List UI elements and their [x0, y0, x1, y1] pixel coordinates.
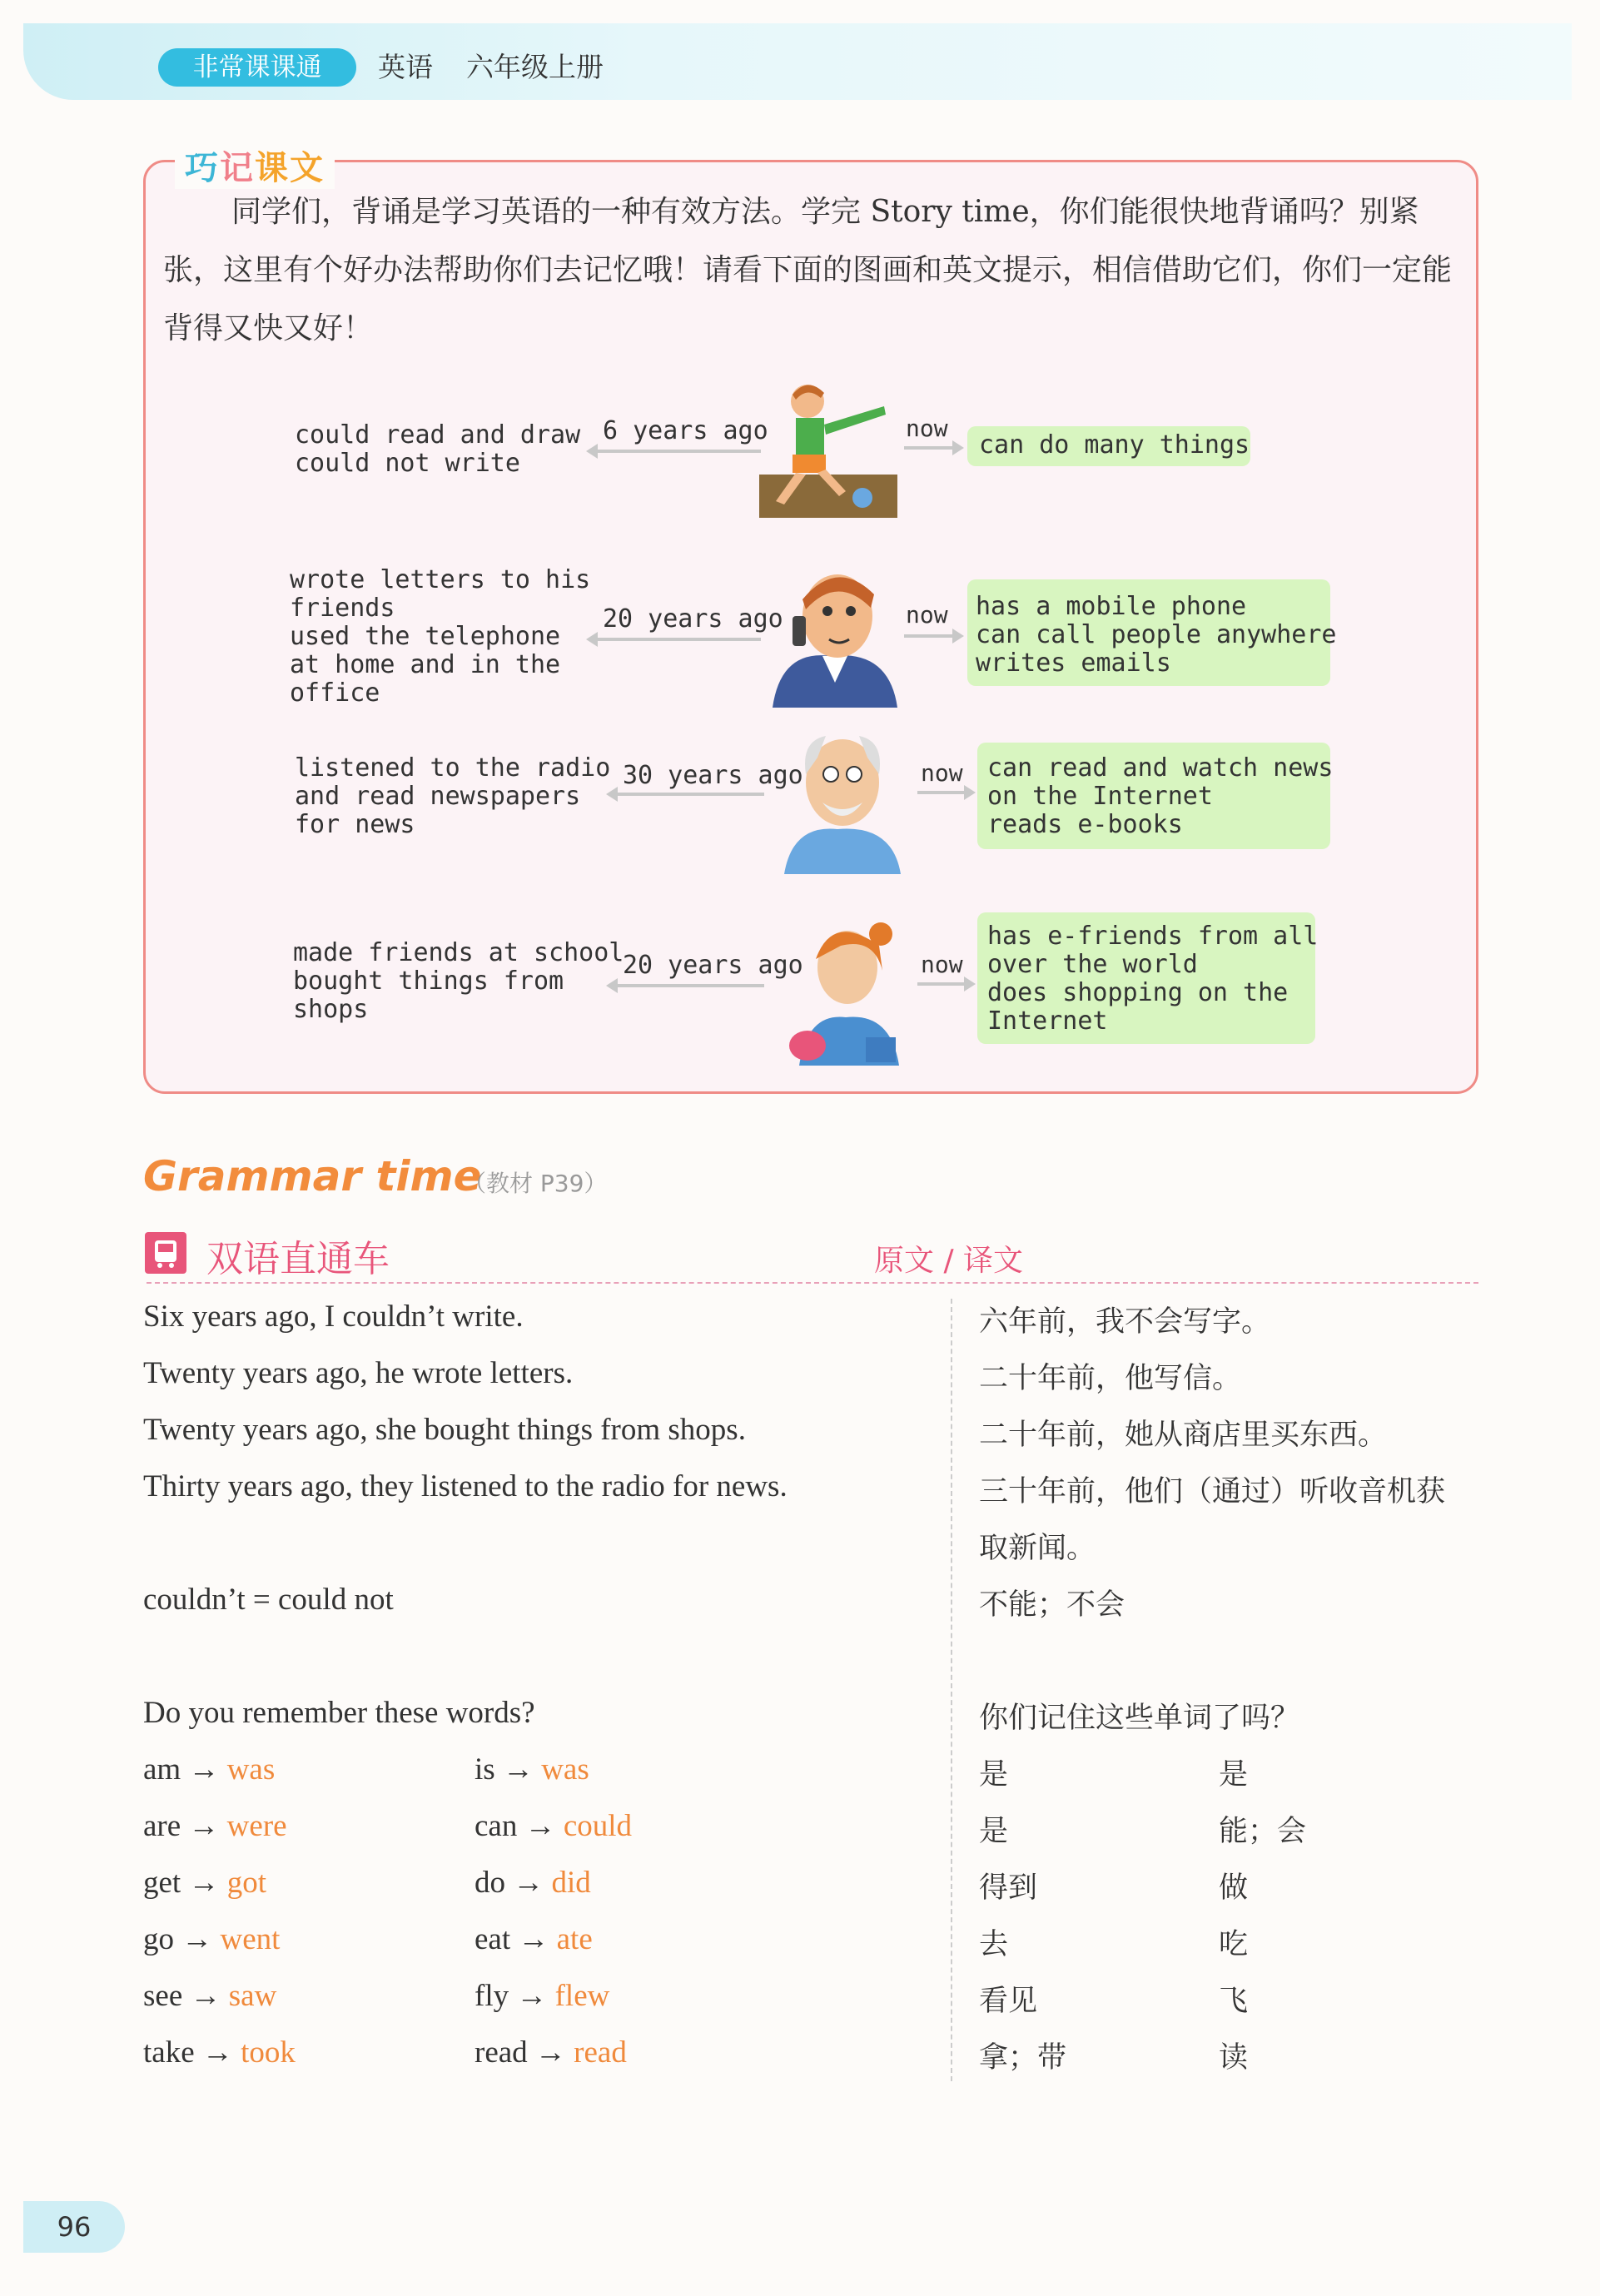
word-translation: [1219, 2035, 1248, 2076]
row-now-text: has a mobile phone can call people anywhere writes emails: [976, 592, 1337, 678]
sentence-en: Six years ago, I couldn’t write.: [143, 1300, 524, 1334]
row-past-text: could read and draw could not write: [295, 420, 581, 478]
subject-label: 英语: [378, 51, 433, 83]
arrow-icon: →: [524, 1809, 556, 1843]
arrow-icon: →: [534, 2035, 566, 2070]
series-badge: 非常课课通: [158, 48, 356, 87]
note-cn: 不能；不会: [979, 1588, 1125, 1622]
page-number: 96: [23, 2201, 125, 2253]
sentence-cn: 三十年前，他们（通过）听收音机获: [979, 1475, 1446, 1508]
boy-football-image: [759, 376, 897, 518]
row-now-text: can do many things: [979, 430, 1250, 460]
word-past: ate: [556, 1922, 593, 1956]
grammar-title: Grammar time: [143, 1152, 482, 1200]
word-pair: [143, 2035, 296, 2070]
word-cn: 读: [1219, 2041, 1249, 2075]
now-label: now: [906, 415, 948, 442]
word-cn: 去: [979, 1928, 1009, 1961]
now-label: now: [921, 951, 963, 978]
word-cn: 飞: [1219, 1985, 1249, 2018]
word-pair: [475, 1808, 632, 1844]
row-years-label: 20 years ago: [623, 951, 803, 980]
word-translation: [979, 2035, 1066, 2076]
arrow-right-icon: [904, 634, 954, 638]
bilingual-bar-subtitle: 原文 / 译文: [874, 1244, 1024, 1278]
word-past: saw: [228, 1979, 277, 2013]
arrow-icon: →: [513, 1866, 544, 1900]
word-pair: [475, 2035, 627, 2070]
word-cn: 是: [1219, 1758, 1249, 1792]
word-past: got: [226, 1866, 266, 1900]
arrow-left-icon: [616, 984, 764, 987]
word-pair: [475, 1921, 593, 1957]
row-years-label: 6 years ago: [603, 416, 768, 445]
now-label: now: [906, 601, 948, 629]
word-translation: [979, 1808, 1008, 1850]
arrow-icon: →: [502, 1752, 534, 1787]
row-years-label: 30 years ago: [623, 761, 803, 790]
word-cn: 吃: [1219, 1928, 1249, 1961]
arrow-icon: →: [518, 1922, 549, 1956]
word-base: am: [143, 1752, 181, 1787]
word-base: go: [143, 1922, 174, 1956]
word-translation: [979, 1865, 1037, 1906]
word-past: took: [241, 2035, 296, 2070]
word-pair: [143, 1752, 275, 1787]
row-past-text: listened to the radio and read newspapers for news: [295, 753, 611, 839]
word-cn: 是: [979, 1815, 1009, 1848]
word-past: was: [541, 1752, 589, 1787]
word-cn: 得到: [979, 1871, 1038, 1905]
question-en: Do you remember these words?: [143, 1696, 535, 1730]
arrow-icon: →: [516, 1979, 548, 2013]
word-translation: [1219, 1921, 1248, 1963]
arrow-icon: →: [190, 1979, 221, 2013]
word-pair: [143, 1921, 280, 1957]
memory-title-part: 巧: [185, 149, 220, 187]
word-base: eat: [475, 1922, 511, 1956]
word-past: read: [574, 2035, 627, 2070]
column-divider: [951, 1299, 952, 2081]
row-now-text: has e-friends from all over the world does shopping on the Internet: [987, 922, 1319, 1036]
sentence-cn: 二十年前，他写信。: [979, 1362, 1242, 1395]
arrow-right-icon: [917, 791, 966, 794]
sentence-cn: 取新闻。: [979, 1532, 1096, 1565]
arrow-icon: →: [188, 1809, 220, 1843]
word-pair: [143, 1865, 266, 1901]
word-past: went: [220, 1922, 281, 1956]
word-base: get: [143, 1866, 181, 1900]
word-base: read: [475, 2035, 528, 2070]
word-base: can: [475, 1809, 518, 1843]
arrow-right-icon: [904, 446, 954, 450]
word-translation: [979, 1978, 1037, 2020]
word-base: do: [475, 1866, 505, 1900]
row-past-text: made friends at school bought things from shops: [293, 938, 624, 1024]
arrow-icon: →: [188, 1752, 220, 1787]
row-past-text: wrote letters to his friends used the telephone at home and in the office: [290, 565, 591, 708]
word-past: was: [226, 1752, 276, 1787]
word-cn: 能；会: [1219, 1815, 1307, 1848]
word-cn: 拿；带: [979, 2041, 1067, 2075]
sentence-cn: 六年前，我不会写字。: [979, 1305, 1271, 1339]
word-translation: [1219, 1752, 1248, 1793]
sentence-en: Twenty years ago, she bought things from shops.: [143, 1413, 746, 1447]
word-translation: [979, 1921, 1008, 1963]
memory-title-part: 课文: [255, 149, 325, 187]
word-past: flew: [554, 1979, 610, 2013]
note-en: couldn’t = could not: [143, 1583, 394, 1617]
word-past: did: [551, 1866, 591, 1900]
word-pair: [475, 1978, 609, 2014]
word-cn: 做: [1219, 1871, 1249, 1905]
grammar-reference: （教材 P39）: [463, 1170, 608, 1197]
word-past: could: [563, 1809, 633, 1843]
man-phone-image: [764, 558, 906, 708]
row-now-text: can read and watch news on the Internet reads e-books: [987, 753, 1334, 839]
arrow-right-icon: [917, 982, 966, 986]
memory-title: [175, 142, 335, 189]
word-pair: [475, 1752, 589, 1787]
grade-label: 六年级上册: [466, 51, 604, 83]
word-translation: [1219, 1808, 1306, 1850]
word-translation: [1219, 1978, 1248, 2020]
word-base: are: [143, 1809, 181, 1843]
memory-title-part: 记: [220, 149, 255, 187]
word-pair: [143, 1808, 287, 1844]
arrow-icon: →: [188, 1866, 220, 1900]
now-label: now: [921, 759, 963, 787]
word-base: is: [475, 1752, 495, 1787]
train-icon: [145, 1232, 186, 1274]
sentence-cn: 二十年前，她从商店里买东西。: [979, 1419, 1388, 1452]
word-cn: 看见: [979, 1985, 1038, 2018]
arrow-left-icon: [616, 793, 764, 796]
word-pair: [475, 1865, 591, 1901]
word-past: were: [226, 1809, 287, 1843]
word-cn: 是: [979, 1758, 1009, 1792]
word-translation: [1219, 1865, 1248, 1906]
arrow-icon: →: [201, 2035, 233, 2070]
word-base: see: [143, 1979, 183, 2013]
divider: [147, 1282, 1478, 1284]
arrow-left-icon: [596, 638, 761, 641]
word-base: fly: [475, 1979, 509, 2013]
word-pair: [143, 1978, 276, 2014]
row-years-label: 20 years ago: [603, 604, 783, 634]
sentence-en: Twenty years ago, he wrote letters.: [143, 1356, 574, 1390]
memory-intro: 同学们，背诵是学习英语的一种有效方法。学完 Story time，你们能很快地背诵吗？别紧张，这里有个好办法帮助你们去记忆哦！请看下面的图画和英文提示，相信借助它们，你们一定能背得又快又好！: [163, 195, 1453, 345]
woman-shopping-image: [783, 912, 907, 1066]
question-cn: 你们记住这些单词了吗？: [979, 1702, 1300, 1735]
word-base: take: [143, 2035, 195, 2070]
old-man-image: [768, 724, 909, 874]
arrow-icon: →: [181, 1922, 213, 1956]
sentence-en: Thirty years ago, they listened to the radio for news.: [143, 1469, 788, 1503]
word-translation: [979, 1752, 1008, 1793]
arrow-left-icon: [596, 450, 761, 453]
bilingual-bar-title: 双语直通车: [206, 1238, 390, 1280]
